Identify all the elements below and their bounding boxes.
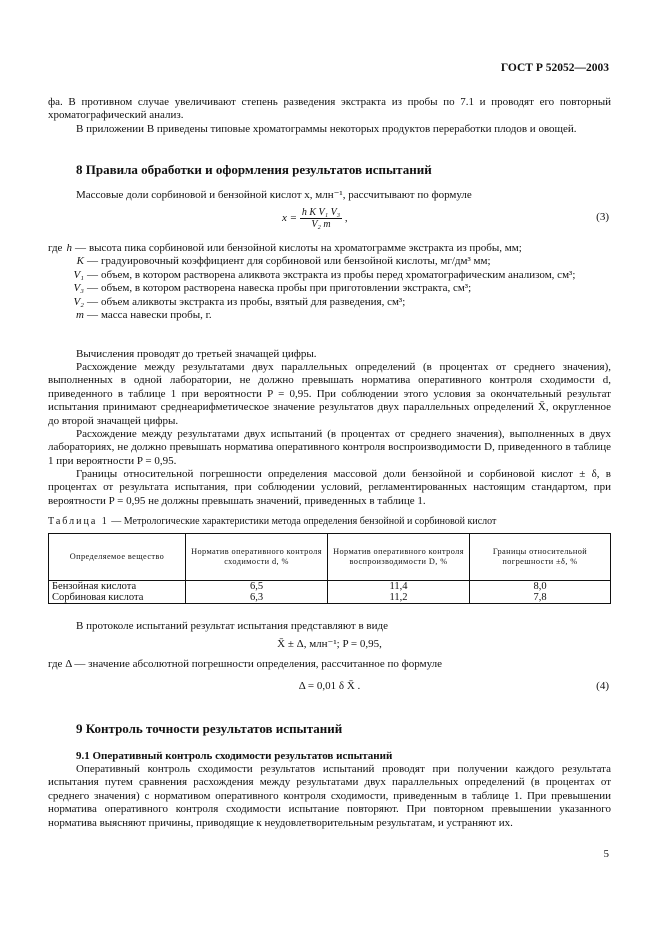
protocol-lead: В протоколе испытаний результат испытания представляют в виде [76,620,388,632]
reproducibility-paragraph: Расхождение между результатами двух испытаний (в процентах от среднего значения), выполненных в двух лабораториях, не должно превышать норматива оперативного контроля воспроизводимости D, приведенного в таблице 1 при вероятности P = 0,95. [48,428,611,467]
definition-text: объем аликвоты экстракта из пробы, взятый для разведения, см³; [101,295,406,308]
calculation-precision-paragraph: Вычисления проводят до третьей значащей цифры. [76,348,317,360]
table-cell: 8,0 [470,581,611,593]
definition-symbol: V₁ [73,268,84,281]
definition-text: высота пика сорбиновой или бензойной кислоты на хроматограмме экстракта из пробы, мм; [88,242,522,254]
formula-3 [282,207,348,230]
table-cell: Сорбиновая кислота [49,592,186,604]
formula-3-denominator: V₂ m [311,219,331,230]
section-9-paragraph: Оперативный контроль сходимости результатов испытаний проводят при получении каждого результата испытания путем сравнения расхождения между результатами двух параллельных определений (в процентах от среднего значения) с нормативом оперативного контроля сходимости, приведенным в таблице 1. При превышении норматива оперативного контроля сходимости испытание повторяют. При повторном превышении указанного норматива выясняют причины, приводящие к неудовлетворительным результатам, и устраняют их. [48,763,611,829]
formula-4: Δ = 0,01 δ X̄ . [298,680,361,692]
protocol-expression: X̄ ± Δ, млн⁻¹; P = 0,95, [277,638,382,650]
convergence-paragraph: Расхождение между результатами двух параллельных определений (в процентах от среднего значения), выполненных в одной лаборатории, не должно превышать норматива оперативного контроля сходимости d, приведенного в таблице 1 при вероятности P = 0,95. При соблюдении этого условия за окончательный результат испытания принимают среднеарифметическое значение результатов двух параллельных определений X̄, округленное до второй значащей цифры. [48,361,611,427]
subsection-9-1-title: 9.1 Оперативный контроль сходимости результатов испытаний [76,750,393,762]
table-row [49,592,611,604]
table-cell: 6,5 [186,581,328,593]
table-1-caption [48,515,496,528]
definition-symbol: K [76,255,84,268]
table-header-row [49,534,611,581]
definition-row [48,269,611,282]
table-cell: 11,2 [328,592,470,604]
table-cell: 7,8 [470,592,611,604]
table-cell: 11,4 [328,581,470,593]
definition-symbol: h [66,242,72,254]
formula-3-lead: Массовые доли сорбиновой и бензойной кислот x, млн⁻¹, рассчитывают по формуле [76,189,472,201]
section-9-title: 9 Контроль точности результатов испытаний [76,721,343,736]
definition-symbol: V₃ [73,282,84,295]
definition-text: объем, в котором растворена навеска пробы при приготовлении экстракта, см³; [101,282,472,295]
definition-symbol: V₂ [73,295,84,308]
definition-dash: — [74,242,86,254]
delta-definition: где Δ — значение абсолютной погрешности определения, рассчитанное по формуле [48,658,442,670]
standard-code: ГОСТ Р 52052—2003 [500,62,609,74]
intro-paragraph-1: фа. В противном случае увеличивают степень разведения экстракта из пробы по 7.1 и проводят его повторный хроматографический анализ. [48,96,611,122]
intro-paragraph-2: В приложении В приведены типовые хроматограммы некоторых продуктов переработки плодов и овощей. [76,123,577,135]
where-label: где [48,242,63,254]
table-cell: 6,3 [186,592,328,604]
definition-row [48,309,611,322]
metrology-table [48,533,611,604]
equation-number-3: (3) [596,211,609,223]
table-1-caption-text: — Метрологические характеристики метода определения бензойной и сорбиновой кислот [111,516,497,527]
table-1-caption-label: Таблица 1 [48,516,109,527]
column-header: Определяемое вещество [49,534,186,581]
definition-dash: — [87,268,98,281]
definition-text: объем, в котором растворена аликвота экстракта из пробы перед хроматографическим анализом, см³; [101,268,576,281]
error-bounds-paragraph: Границы относительной погрешности определения массовой доли бензойной и сорбиновой кислот ± δ, в процентах от результата испытания, при соблюдении условий, регламентированных настоящим стандартом, при вероятности P = 0,95 не должны превышать значений, приведенных в таблице 1. [48,468,611,507]
definition-row [48,296,611,309]
table-row [49,581,611,593]
variable-definitions [48,242,611,322]
definition-row [48,282,611,295]
page-number: 5 [603,848,609,860]
definition-row [48,255,611,268]
definition-symbol: m [76,309,84,322]
definition-dash: — [87,295,98,308]
definition-dash: — [87,309,98,322]
section-8-title: 8 Правила обработки и оформления результатов испытаний [76,162,432,177]
equation-number-4: (4) [596,680,609,692]
formula-3-numerator: h K V₁ V₃ [301,207,341,218]
definition-dash: — [87,255,98,268]
formula-3-tail: , [344,212,348,225]
column-header: Норматив оперативного контроля сходимости d, % [186,534,328,581]
formula-3-fraction [300,207,342,230]
definition-dash: — [87,282,98,295]
definition-text: масса навески пробы, г. [101,309,212,322]
column-header: Норматив оперативного контроля воспроизводимости D, % [328,534,470,581]
table-cell: Бензойная кислота [49,581,186,593]
formula-3-lhs: x = [282,212,298,225]
definition-text: градуировочный коэффициент для сорбиновой или бензойной кислоты, мг/дм³ мм; [101,255,491,268]
definition-row [48,242,611,255]
column-header: Границы относительной погрешности ±δ, % [470,534,611,581]
